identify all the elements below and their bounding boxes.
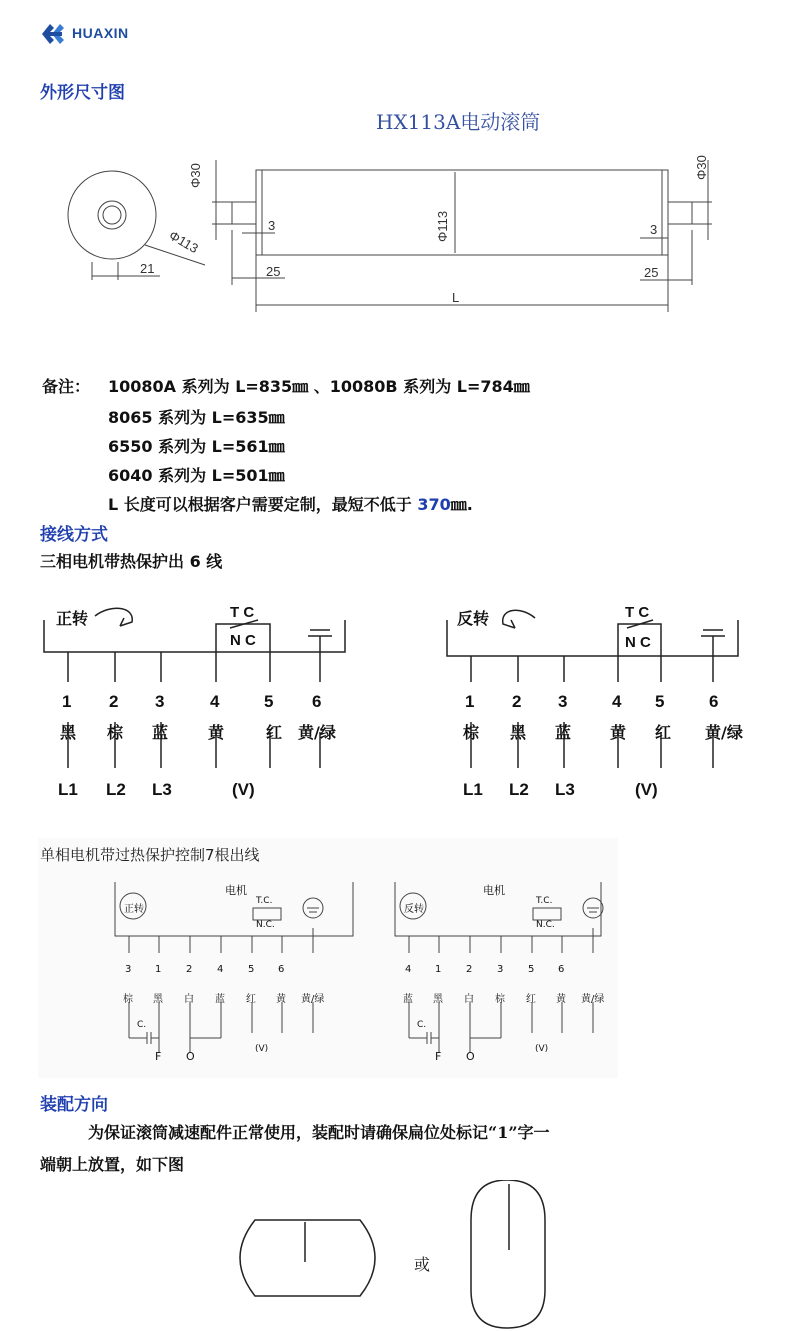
tc-label: T.C.: [256, 896, 273, 906]
roller-body: [256, 170, 668, 255]
wire-num-6: 6: [709, 692, 719, 711]
capacitor-label: C.: [137, 1020, 147, 1030]
vertical-flat-shape: [471, 1180, 545, 1328]
drawing-title: HX113A电动滚筒: [376, 110, 541, 134]
notes-prefix: 备注：: [42, 377, 91, 396]
wire-color-2: 棕: [107, 723, 124, 742]
wire-color: 红: [246, 994, 256, 1005]
wire-num: 2: [466, 964, 473, 975]
wire-num-1: 1: [465, 692, 475, 711]
wire-num: 1: [435, 964, 442, 975]
wire-num-6: 6: [312, 692, 322, 711]
wire-color: 白: [184, 994, 194, 1005]
or-label: 或: [414, 1255, 431, 1274]
wire-color: 黑: [153, 994, 163, 1005]
capacitor-label: C.: [417, 1020, 427, 1030]
wire-color: 黄: [276, 994, 286, 1005]
note-line-4: 6040 系列为 L=501㎜: [108, 466, 285, 485]
section-heading-dimensions: 外形尺寸图: [40, 83, 125, 103]
wiring-subtitle: 三相电机带热保护出 6 线: [40, 552, 223, 571]
terminal-V: (V): [255, 1044, 269, 1054]
terminal-F: F: [435, 1050, 442, 1063]
wire-color: 棕: [123, 994, 133, 1005]
wire-color-3: 蓝: [152, 723, 169, 742]
left-shaft: [232, 202, 256, 224]
three-phase-reverse-diagram: [445, 600, 765, 810]
single-phase-forward-diagram: [113, 878, 363, 1068]
wire-num: 4: [405, 964, 412, 975]
wire-color: 黄/绿: [581, 994, 605, 1005]
huaxin-logo-icon: [40, 20, 70, 48]
dim-3-right: 3: [650, 222, 658, 237]
wire-num: 3: [497, 964, 504, 975]
section-heading-wiring: 接线方式: [40, 525, 108, 545]
wire-num: 5: [248, 964, 255, 975]
wire-num-2: 2: [109, 692, 119, 711]
wire-num-3: 3: [558, 692, 568, 711]
tc-label: T.C.: [536, 896, 553, 906]
note-line-3: 6550 系列为 L=561㎜: [108, 437, 285, 456]
wire-color-3: 蓝: [555, 723, 572, 742]
wire-color: 黄/绿: [301, 994, 325, 1005]
line-L2: L2: [106, 780, 126, 799]
dim-d30-right: Φ30: [694, 155, 709, 180]
assembly-text-1: 为保证滚筒减速配件正常使用，装配时请确保扁位处标记“1”字一: [88, 1123, 550, 1142]
forward-rotation-arrow-icon: [95, 608, 132, 626]
line-V: (V): [232, 780, 255, 799]
wire-num-5: 5: [655, 692, 665, 711]
motor-label: 电机: [483, 884, 505, 897]
tc-label: T C: [230, 604, 255, 621]
single-phase-reverse-lines: [393, 878, 643, 1068]
wire-color-5: 红: [266, 723, 283, 742]
line-L3: L3: [555, 780, 575, 799]
wire-color: 黑: [433, 994, 443, 1005]
nc-label: N C: [230, 632, 256, 649]
note-line-1: 10080A 系列为 L=835㎜ 、10080B 系列为 L=784㎜: [108, 377, 530, 396]
line-L1: L1: [463, 780, 483, 799]
tc-label-reverse: T C: [625, 604, 650, 621]
wire-num: 6: [278, 964, 285, 975]
wire-num-5: 5: [264, 692, 274, 711]
wire-color: 白: [464, 994, 474, 1005]
wire-num: 6: [558, 964, 565, 975]
min-length-value: 370: [417, 495, 451, 514]
dim-d113-end: Φ113: [166, 227, 201, 257]
single-phase-forward-lines: [113, 878, 363, 1068]
nc-label: N.C.: [256, 920, 275, 930]
end-view-inner-circle: [98, 201, 126, 229]
terminal-O: O: [466, 1050, 475, 1063]
dim-L: L: [452, 290, 460, 305]
wire-num-4: 4: [210, 692, 220, 711]
wire-color: 红: [526, 994, 536, 1005]
wire-num-1: 1: [62, 692, 72, 711]
wire-color-2: 黑: [510, 723, 527, 742]
forward-label: 正转: [124, 904, 144, 915]
note-line-5: L 长度可以根据客户需要定制，最短不低于 370㎜.: [108, 495, 473, 514]
single-phase-title: 单相电机带过热保护控制7根出线: [40, 846, 260, 864]
dim-d30-left: Φ30: [188, 163, 203, 188]
assembly-text-2: 端朝上放置，如下图: [40, 1155, 185, 1174]
dim-3-left: 3: [268, 218, 276, 233]
wire-color-4: 黄: [208, 723, 225, 742]
line-L1: L1: [58, 780, 78, 799]
wire-color-6: 黄/绿: [705, 723, 743, 742]
line-L2: L2: [509, 780, 529, 799]
wire-color-4: 黄: [610, 723, 627, 742]
wire-num-2: 2: [512, 692, 522, 711]
wire-num-4: 4: [612, 692, 622, 711]
wire-num: 5: [528, 964, 535, 975]
wire-num: 4: [217, 964, 224, 975]
dim-25-right: 25: [644, 265, 659, 280]
wire-num: 3: [125, 964, 132, 975]
motor-label: 电机: [225, 884, 247, 897]
wire-color-5: 红: [655, 723, 672, 742]
wire-num: 2: [186, 964, 193, 975]
wire-num: 1: [155, 964, 162, 975]
wire-num-3: 3: [155, 692, 165, 711]
reverse-rotation-arrow-icon: [503, 610, 535, 628]
nc-label: N.C.: [536, 920, 555, 930]
forward-direction-label: 正转: [56, 609, 89, 628]
wire-color-6: 黄/绿: [298, 723, 336, 742]
wire-color: 蓝: [215, 994, 225, 1005]
dim-d113-body: Φ113: [435, 210, 450, 242]
terminal-F: F: [155, 1050, 162, 1063]
wire-color-1: 棕: [463, 723, 480, 742]
assembly-orientation-drawing: [225, 1180, 565, 1330]
single-phase-panel: [38, 838, 618, 1078]
three-phase-forward-diagram: [40, 600, 360, 810]
wire-color-1: 黑: [60, 723, 77, 742]
single-phase-reverse-diagram: [393, 878, 643, 1068]
line-L3: L3: [152, 780, 172, 799]
wire-color: 黄: [556, 994, 566, 1005]
reverse-label: 反转: [404, 904, 424, 915]
logo: [40, 20, 180, 48]
line-V: (V): [635, 780, 658, 799]
section-heading-assembly: 装配方向: [40, 1095, 108, 1115]
end-view-outer-circle: [68, 171, 156, 259]
horizontal-flat-shape: [240, 1220, 375, 1296]
nc-label-reverse: N C: [625, 634, 651, 651]
terminal-V: (V): [535, 1044, 549, 1054]
note-line-2: 8065 系列为 L=635㎜: [108, 408, 285, 427]
right-shaft: [668, 202, 692, 224]
logo-text: HUAXIN: [72, 25, 129, 41]
wire-color: 蓝: [403, 994, 413, 1005]
wire-color: 棕: [495, 994, 505, 1005]
terminal-O: O: [186, 1050, 195, 1063]
dim-21: 21: [140, 261, 155, 276]
dimension-drawing: [0, 130, 790, 340]
reverse-direction-label: 反转: [457, 609, 490, 628]
three-phase-reverse-lines: [445, 600, 765, 780]
dim-25-left: 25: [266, 264, 281, 279]
